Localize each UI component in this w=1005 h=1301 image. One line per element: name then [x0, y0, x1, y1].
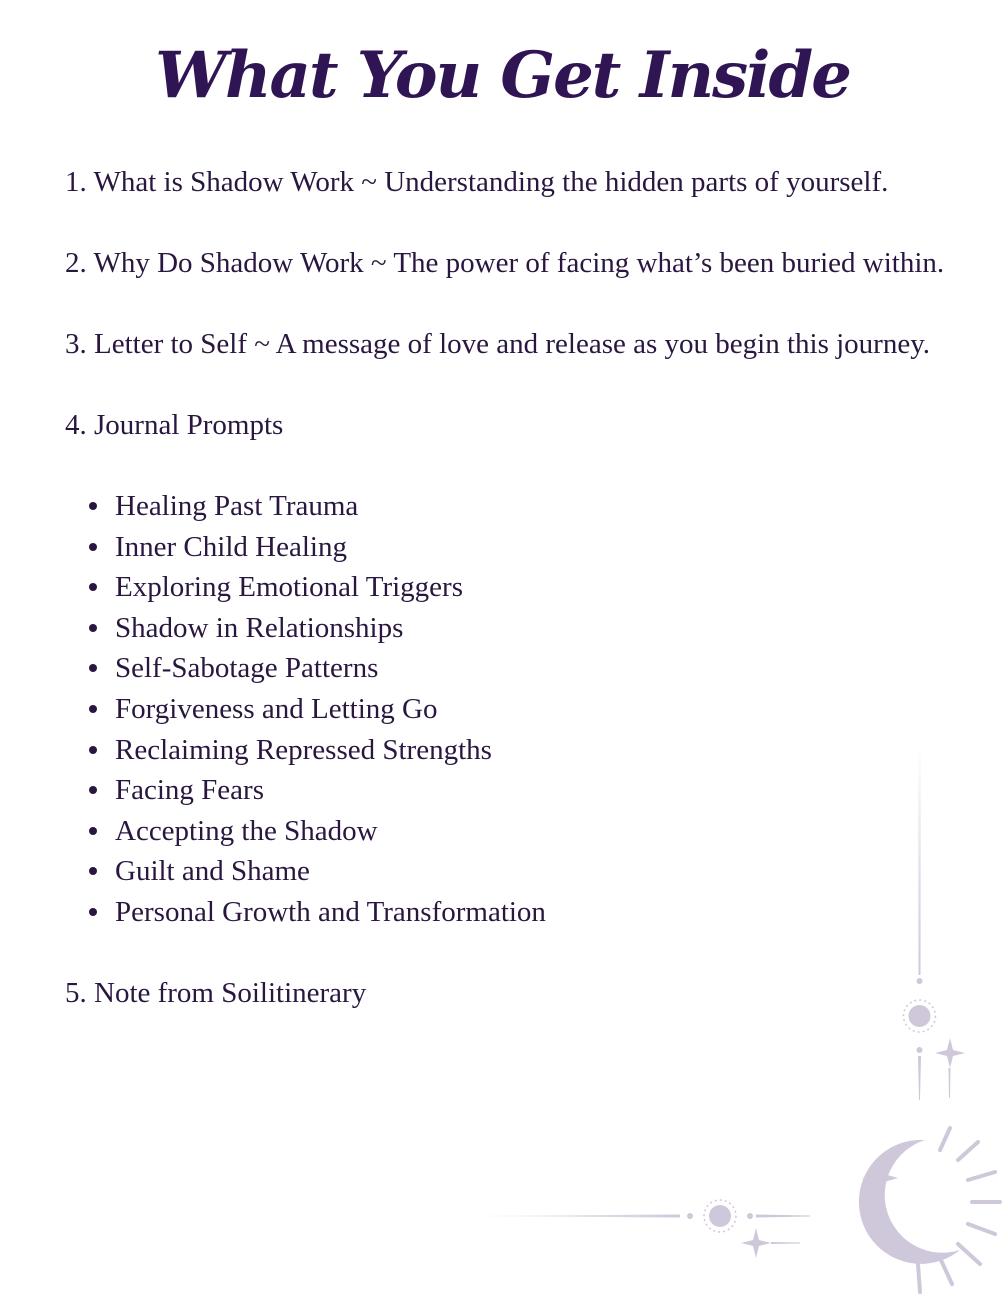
- prompt-label: Facing Fears: [115, 774, 264, 807]
- list-item: [89, 851, 945, 892]
- section-text: Journal Prompts: [94, 409, 284, 441]
- section-item-5: [65, 973, 945, 1014]
- list-item: [89, 648, 945, 689]
- list-item: [89, 608, 945, 649]
- prompt-label: Healing Past Trauma: [115, 490, 359, 522]
- section-number: 4.: [65, 409, 87, 441]
- section-number: 1.: [65, 166, 87, 198]
- section-item-3: [65, 324, 945, 365]
- prompt-label: Accepting the Shadow: [115, 814, 378, 847]
- section-item-1: [65, 162, 945, 203]
- list-item: [89, 770, 945, 811]
- horizontal-line-ornament: [450, 1200, 810, 1258]
- bullet-icon: [89, 908, 97, 916]
- list-item: [89, 567, 945, 608]
- prompt-label: Reclaiming Repressed Strengths: [115, 733, 492, 766]
- bullet-icon: [89, 705, 97, 713]
- bullet-icon: [89, 543, 97, 551]
- section-text: Why Do Shadow Work ~ The power of facing what’s been buried within.: [93, 247, 945, 279]
- section-number: 5.: [65, 976, 87, 1009]
- section-text: Letter to Self ~ A message of love and release as you begin this journey.: [94, 328, 931, 360]
- section-number: 2.: [65, 247, 87, 279]
- prompt-label: Exploring Emotional Triggers: [115, 571, 463, 604]
- list-item: [89, 486, 945, 527]
- bullet-icon: [89, 502, 97, 510]
- prompt-label: Personal Growth and Transformation: [115, 895, 546, 928]
- crescent-moon-icon: [859, 1128, 1000, 1292]
- bullet-icon: [89, 664, 97, 672]
- bullet-icon: [89, 624, 97, 632]
- section-text: Note from Soilitinerary: [94, 976, 367, 1009]
- journal-prompts-list: [65, 486, 945, 933]
- content-list: [65, 162, 945, 1054]
- list-item: [89, 527, 945, 568]
- prompt-label: Forgiveness and Letting Go: [115, 692, 438, 725]
- prompt-label: Inner Child Healing: [115, 530, 347, 563]
- section-number: 3.: [65, 328, 87, 360]
- section-text: What is Shadow Work ~ Understanding the hidden parts of yourself.: [93, 166, 889, 198]
- bullet-icon: [89, 583, 97, 591]
- prompt-label: Shadow in Relationships: [115, 611, 404, 644]
- bullet-icon: [89, 827, 97, 835]
- section-item-4: [65, 405, 945, 446]
- list-item: [89, 811, 945, 852]
- section-item-2: [65, 243, 945, 284]
- list-item: [89, 730, 945, 771]
- prompt-label: Self-Sabotage Patterns: [115, 652, 379, 685]
- list-item: [89, 892, 945, 933]
- prompt-label: Guilt and Shame: [115, 855, 310, 888]
- bullet-icon: [89, 746, 97, 754]
- page-title: What You Get Inside: [155, 38, 850, 113]
- bullet-icon: [89, 786, 97, 794]
- bullet-icon: [89, 867, 97, 875]
- list-item: [89, 689, 945, 730]
